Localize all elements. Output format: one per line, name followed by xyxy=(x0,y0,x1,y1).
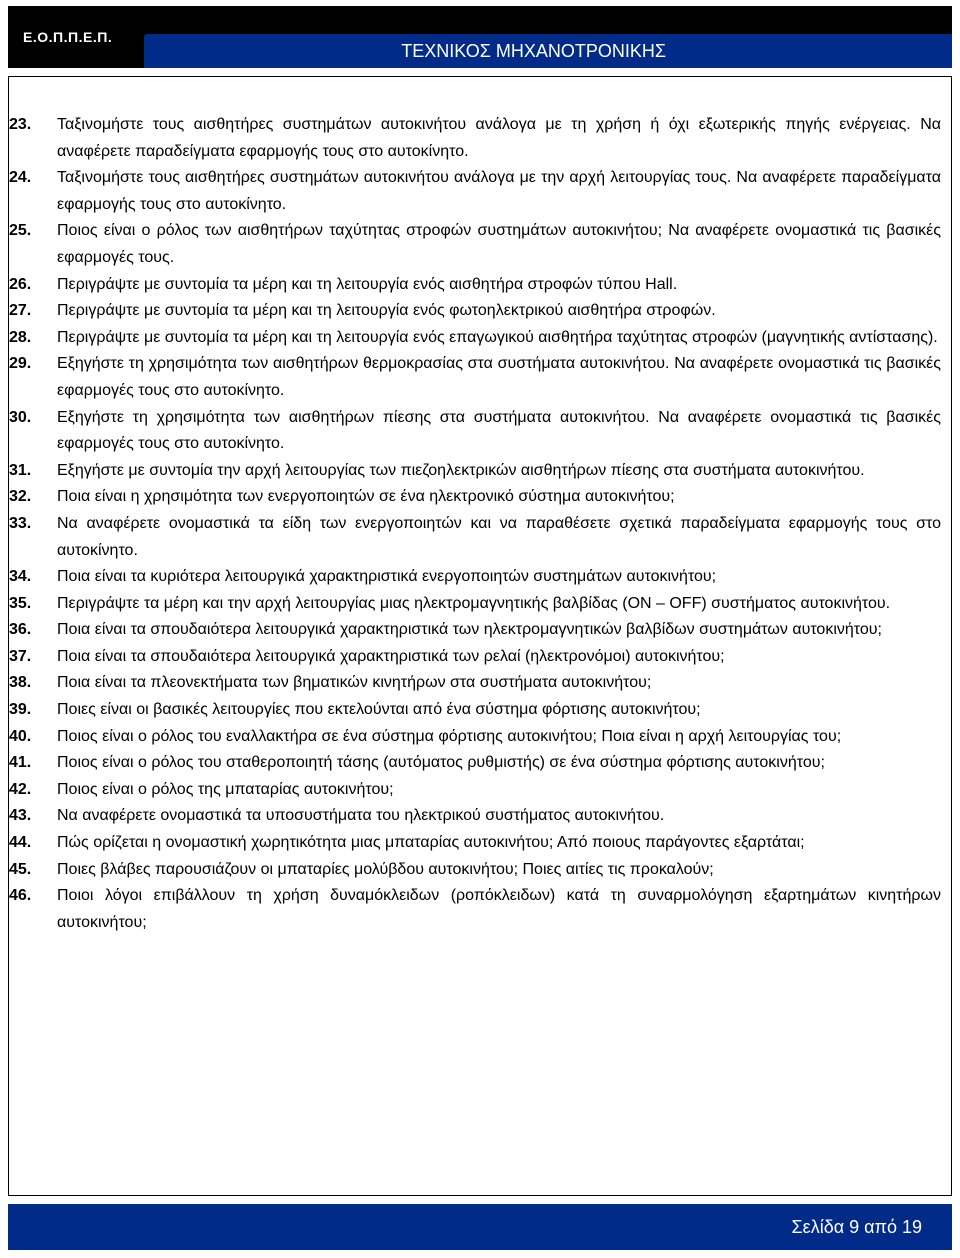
question-number: 29. xyxy=(9,355,32,373)
question-item xyxy=(9,644,941,671)
question-item xyxy=(9,405,941,458)
document-title: ΤΕΧΝΙΚΟΣ ΜΗΧΑΝΟΤΡΟΝΙΚΗΣ xyxy=(144,34,952,68)
page-number: Σελίδα 9 από 19 xyxy=(791,1217,922,1237)
question-item xyxy=(9,857,941,884)
question-text: Περιγράψτε με συντομία τα μέρη και τη λειτουργία ενός αισθητήρα στροφών τύπου Hall. xyxy=(57,275,678,293)
question-text: Περιγράψτε τα μέρη και την αρχή λειτουργίας μιας ηλεκτρομαγνητικής βαλβίδας (ON – OFF) συστήματος αυτοκινήτου. xyxy=(57,594,891,612)
question-text: Πώς ορίζεται η ονομαστική χωρητικότητα μιας μπαταρίας αυτοκινήτου; Από ποιους παράγοντες εξαρτάται; xyxy=(57,834,805,852)
question-text: Ταξινομήστε τους αισθητήρες συστημάτων αυτοκινήτου ανάλογα με την αρχή λειτουργίας τους. Να αναφέρετε παραδείγματα εφαρμογής τους στο αυτοκίνητο. xyxy=(57,169,941,213)
question-text: Ποιες είναι οι βασικές λειτουργίες που εκτελούνται από ένα σύστημα φόρτισης αυτοκινήτου; xyxy=(57,701,701,719)
question-text: Ποιος είναι ο ρόλος του σταθεροποιητή τάσης (αυτόματος ρυθμιστής) σε ένα σύστημα φόρτισης αυτοκινήτου; xyxy=(57,754,825,772)
question-number: 25. xyxy=(9,222,32,240)
question-text: Εξηγήστε τη χρησιμότητα των αισθητήρων πίεσης στα συστήματα αυτοκινήτου. Να αναφέρετε ονομαστικά τις βασικές εφαρμογές τους στο αυτοκίνητο. xyxy=(57,408,941,453)
question-item xyxy=(9,325,941,352)
question-number: 35. xyxy=(9,594,32,612)
question-number: 36. xyxy=(9,621,32,639)
question-number: 30. xyxy=(9,408,32,426)
question-number: 33. xyxy=(9,514,32,532)
question-number: 27. xyxy=(9,302,32,320)
question-item xyxy=(9,803,941,830)
question-item xyxy=(9,272,941,299)
question-text: Να αναφέρετε ονομαστικά τα υποσυστήματα του ηλεκτρικού συστήματος αυτοκινήτου. xyxy=(57,807,665,825)
page-footer xyxy=(8,1204,952,1250)
question-text: Ποια είναι τα σπουδαιότερα λειτουργικά χαρακτηριστικά των ρελαί (ηλεκτρονόμοι) αυτοκινήτου; xyxy=(57,647,725,665)
question-number: 45. xyxy=(9,860,32,878)
question-item xyxy=(9,458,941,485)
question-number: 44. xyxy=(9,834,32,852)
question-number: 26. xyxy=(9,275,32,293)
question-item xyxy=(9,112,941,165)
question-text: Εξηγήστε με συντομία την αρχή λειτουργίας των πιεζοηλεκτρικών αισθητήρων πίεσης στα συστήματα αυτοκινήτου. xyxy=(57,461,865,479)
question-item xyxy=(9,298,941,325)
question-number: 24. xyxy=(9,169,32,187)
question-number: 23. xyxy=(9,116,32,133)
question-text: Ποια είναι η χρησιμότητα των ενεργοποιητών σε ένα ηλεκτρονικό σύστημα αυτοκινήτου; xyxy=(57,488,675,506)
question-number: 37. xyxy=(9,647,32,665)
question-text: Ποιες βλάβες παρουσιάζουν οι μπαταρίες μολύβδου αυτοκινήτου; Ποιες αιτίες τις προκαλούν; xyxy=(57,860,714,878)
question-number: 41. xyxy=(9,754,32,772)
page-header xyxy=(8,6,952,68)
question-text: Ποια είναι τα κυριότερα λειτουργικά χαρακτηριστικά ενεργοποιητών συστημάτων αυτοκινήτου; xyxy=(57,568,717,586)
question-number: 40. xyxy=(9,727,32,745)
question-text: Ποιοι λόγοι επιβάλλουν τη χρήση δυναμόκλειδων (ροπόκλειδων) κατά τη συναρμολόγηση εξαρτημάτων κινητήρων αυτοκινήτου; xyxy=(57,887,941,931)
question-text: Ταξινομήστε τους αισθητήρες συστημάτων αυτοκινήτου ανάλογα με τη χρήση ή όχι εξωτερικής πηγής ενέργειας. Να αναφέρετε παραδείγματα εφαρμογής τους στο αυτοκίνητο. xyxy=(57,116,941,160)
question-item xyxy=(9,351,941,404)
question-text: Να αναφέρετε ονομαστικά τα είδη των ενεργοποιητών και να παραθέσετε σχετικά παραδείγματα εφαρμογής τους στο αυτοκίνητο. xyxy=(57,514,941,559)
question-text: Ποιος είναι ο ρόλος του εναλλακτήρα σε ένα σύστημα φόρτισης αυτοκινήτου; Ποια είναι η αρχή λειτουργίας του; xyxy=(57,727,842,745)
question-number: 43. xyxy=(9,807,32,825)
question-number: 38. xyxy=(9,674,32,692)
question-item xyxy=(9,564,941,591)
question-text: Ποια είναι τα σπουδαιότερα λειτουργικά χαρακτηριστικά των ηλεκτρομαγνητικών βαλβίδων συστημάτων αυτοκινήτου; xyxy=(57,621,882,639)
question-item xyxy=(9,617,941,644)
question-number: 46. xyxy=(9,887,32,905)
question-item xyxy=(9,591,941,618)
question-number: 42. xyxy=(9,780,32,798)
question-number: 31. xyxy=(9,461,32,479)
question-text: Περιγράψτε με συντομία τα μέρη και τη λειτουργία ενός επαγωγικού αισθητήρα ταχύτητας στροφών (μαγνητικής αντίστασης). xyxy=(57,328,938,346)
question-text: Περιγράψτε με συντομία τα μέρη και τη λειτουργία ενός φωτοηλεκτρικού αισθητήρα στροφών. xyxy=(57,302,716,320)
question-item xyxy=(9,218,941,271)
question-item xyxy=(9,670,941,697)
question-item xyxy=(9,750,941,777)
question-item xyxy=(9,883,941,936)
question-number: 32. xyxy=(9,488,32,506)
question-item xyxy=(9,484,941,511)
question-number: 34. xyxy=(9,568,32,586)
question-item xyxy=(9,697,941,724)
question-text: Ποια είναι τα πλεονεκτήματα των βηματικών κινητήρων στα συστήματα αυτοκινήτου; xyxy=(57,674,652,692)
question-list xyxy=(9,112,941,936)
question-text: Ποιος είναι ο ρόλος των αισθητήρων ταχύτητας στροφών συστημάτων αυτοκινήτου; Να αναφέρετε ονομαστικά τις βασικές εφαρμογές τους. xyxy=(57,222,941,266)
question-text: Εξηγήστε τη χρησιμότητα των αισθητήρων θερμοκρασίας στα συστήματα αυτοκινήτου. Να αναφέρετε ονομαστικά τις βασικές εφαρμογές τους στο αυτοκίνητο. xyxy=(57,355,941,399)
question-number: 39. xyxy=(9,701,32,719)
question-item xyxy=(9,724,941,751)
question-item xyxy=(9,777,941,804)
question-item xyxy=(9,165,941,218)
question-item xyxy=(9,830,941,857)
org-label: Ε.Ο.Π.Π.Ε.Π. xyxy=(8,6,144,68)
question-item xyxy=(9,511,941,564)
question-text: Ποιος είναι ο ρόλος της μπαταρίας αυτοκινήτου; xyxy=(57,780,394,798)
question-number: 28. xyxy=(9,328,32,346)
